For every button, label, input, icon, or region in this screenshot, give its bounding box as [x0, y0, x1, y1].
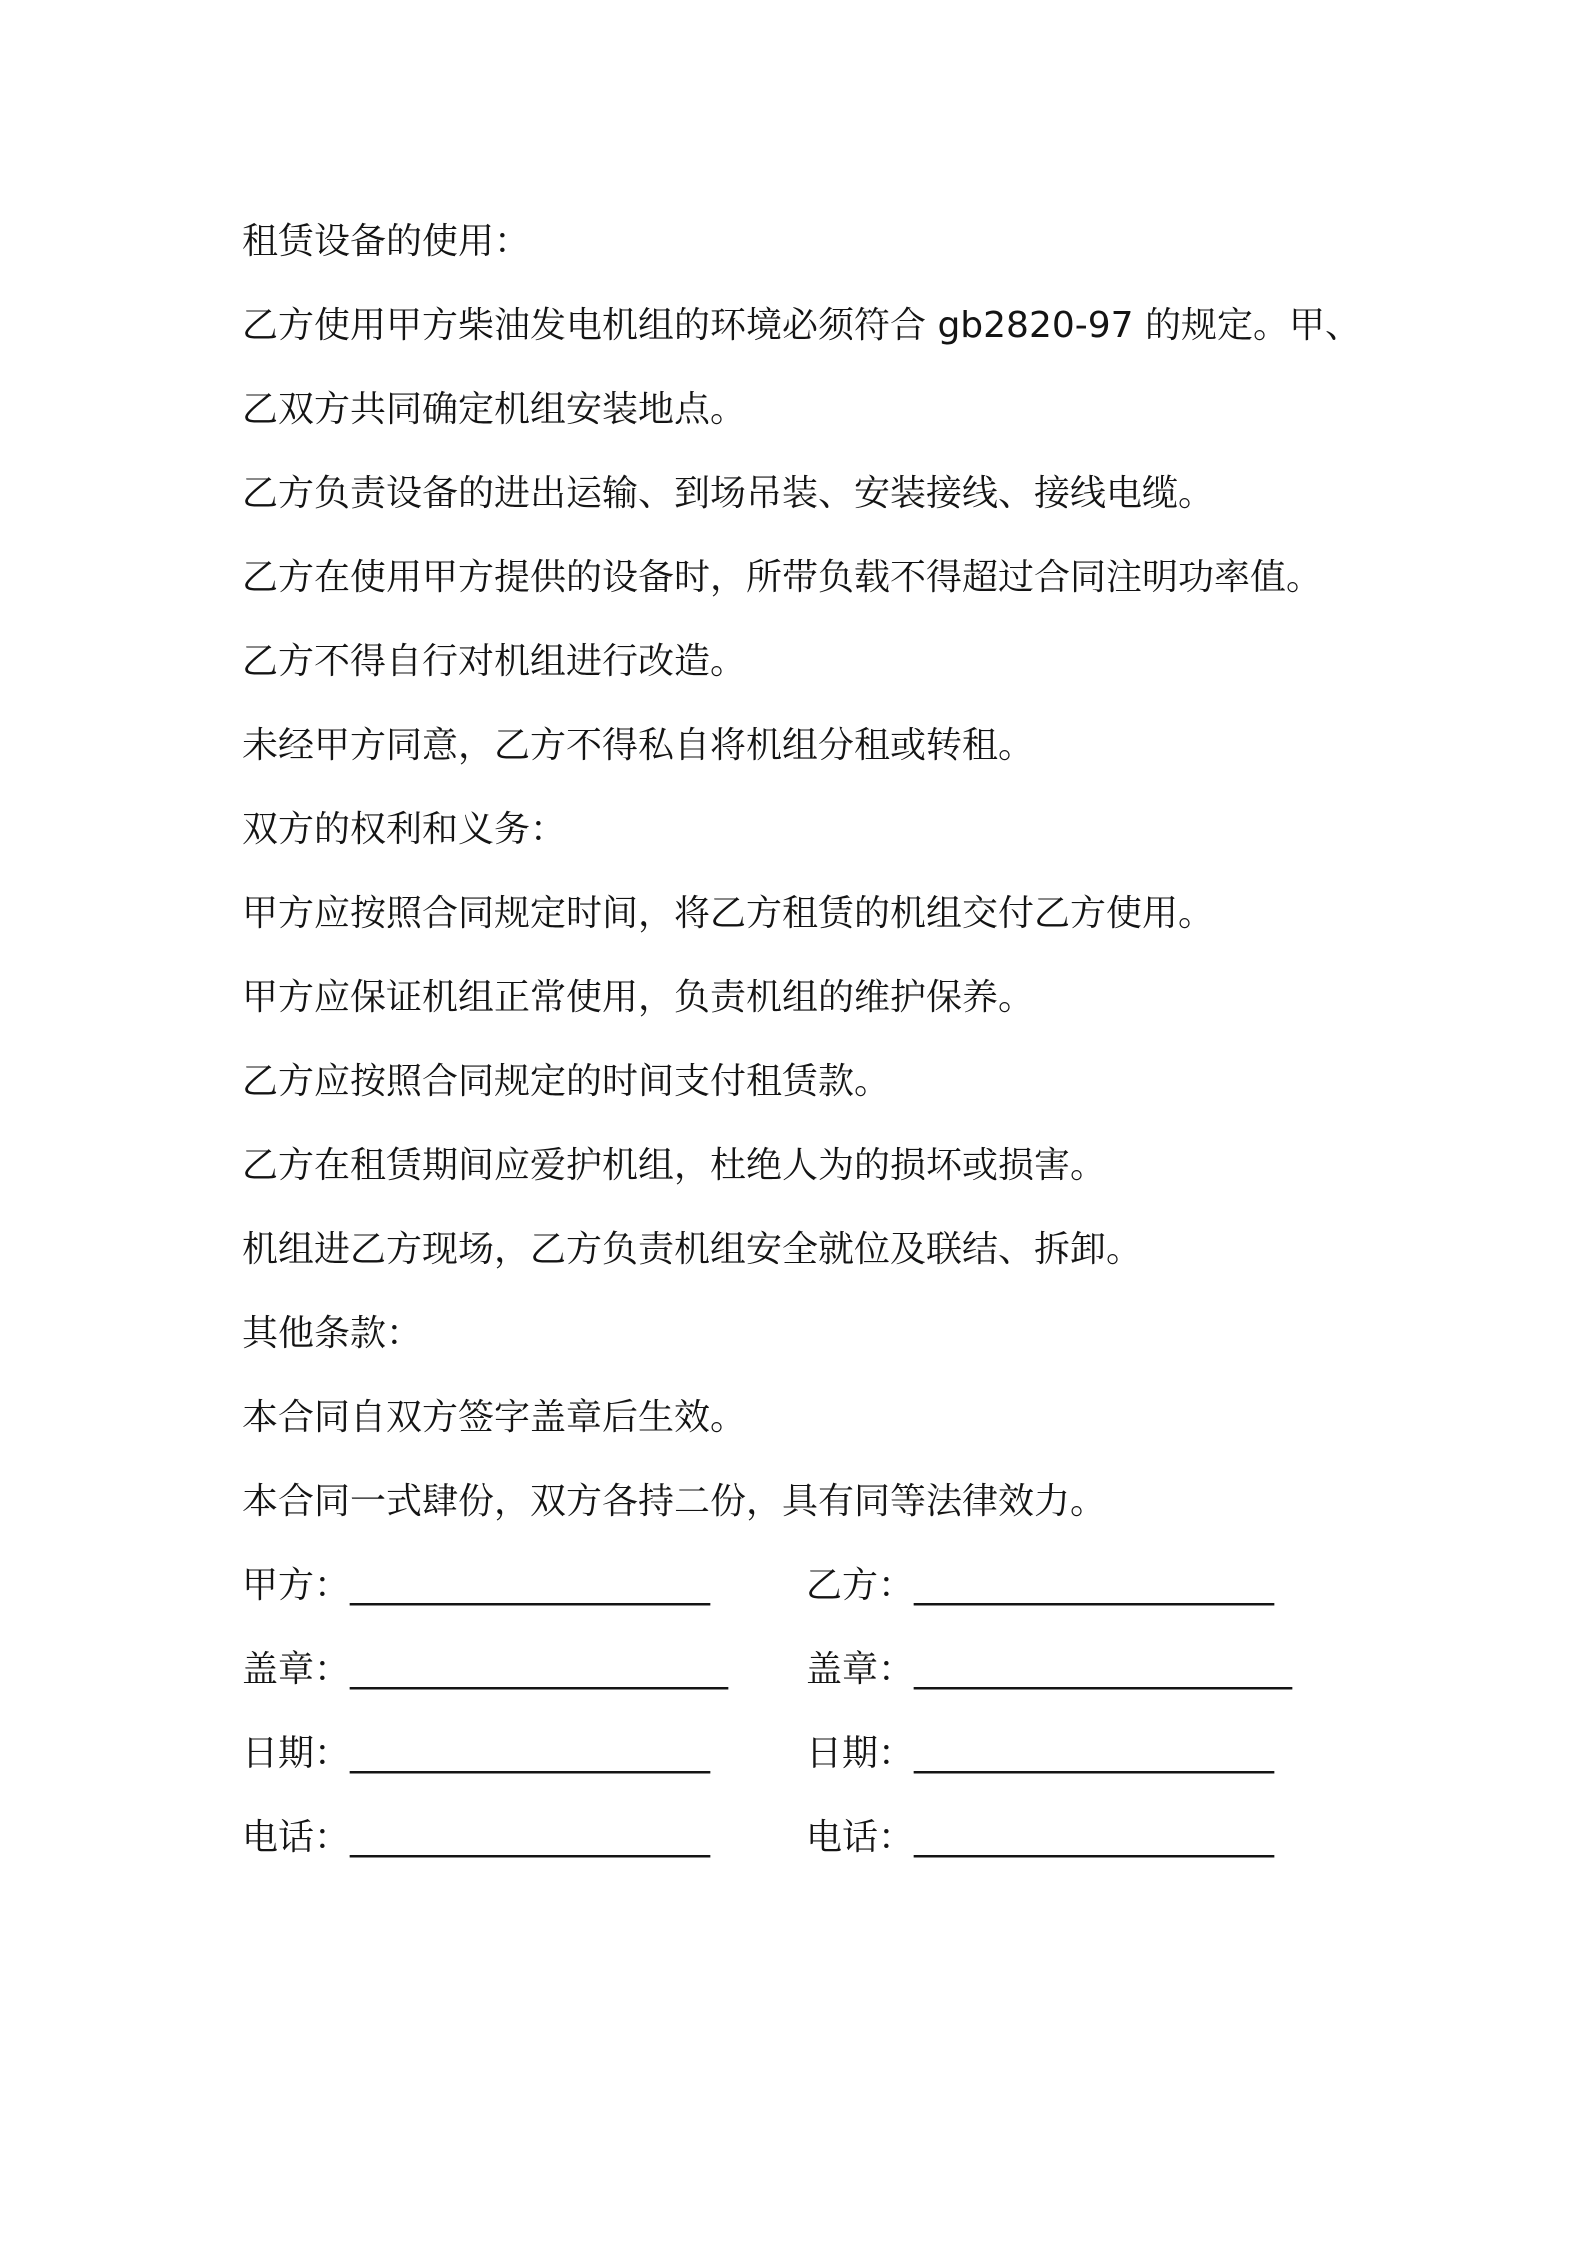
party-b-field: 乙方：____________________ — [806, 1565, 1275, 1606]
party-a-phone-field: 电话：____________________ — [242, 1817, 711, 1858]
party-b-seal-field: 盖章：_____________________ — [806, 1649, 1293, 1690]
paragraph: 未经甲方同意，乙方不得私自将机组分租或转租。 — [242, 725, 1035, 766]
paragraph: 乙方不得自行对机组进行改造。 — [242, 641, 747, 682]
paragraph: 乙方在使用甲方提供的设备时，所带负载不得超过合同注明功率值。 — [242, 557, 1323, 598]
paragraph: 甲方应保证机组正常使用，负责机组的维护保养。 — [242, 977, 1035, 1018]
paragraph: 乙方应按照合同规定的时间支付租赁款。 — [242, 1061, 891, 1102]
party-a-date-field: 日期：____________________ — [242, 1733, 711, 1774]
paragraph: 本合同一式肆份，双方各持二份，具有同等法律效力。 — [242, 1481, 1107, 1522]
section-heading-equipment-use: 租赁设备的使用： — [242, 221, 531, 262]
paragraph: 乙方在租赁期间应爱护机组，杜绝人为的损坏或损害。 — [242, 1145, 1107, 1186]
section-heading-rights-obligations: 双方的权利和义务： — [242, 809, 567, 850]
party-b-phone-field: 电话：____________________ — [806, 1817, 1275, 1858]
signature-row-date — [242, 1712, 1392, 1796]
party-a-field: 甲方：____________________ — [242, 1565, 711, 1606]
signature-row-phone — [242, 1796, 1392, 1880]
party-a-seal-field: 盖章：_____________________ — [242, 1649, 729, 1690]
paragraph: 机组进乙方现场，乙方负责机组安全就位及联结、拆卸。 — [242, 1229, 1143, 1270]
paragraph: 乙方负责设备的进出运输、到场吊装、安装接线、接线电缆。 — [242, 473, 1215, 514]
paragraph: 本合同自双方签字盖章后生效。 — [242, 1397, 747, 1438]
signature-row-seal — [242, 1628, 1392, 1712]
paragraph: 乙方使用甲方柴油发电机组的环境必须符合 gb2820-97 的规定。甲、 — [242, 305, 1362, 346]
paragraph: 甲方应按照合同规定时间，将乙方租赁的机组交付乙方使用。 — [242, 893, 1215, 934]
signature-row-party — [242, 1544, 1392, 1628]
document-body — [242, 200, 1392, 1880]
party-b-date-field: 日期：____________________ — [806, 1733, 1275, 1774]
section-heading-other-terms: 其他条款： — [242, 1313, 423, 1354]
paragraph: 乙双方共同确定机组安装地点。 — [242, 389, 747, 430]
